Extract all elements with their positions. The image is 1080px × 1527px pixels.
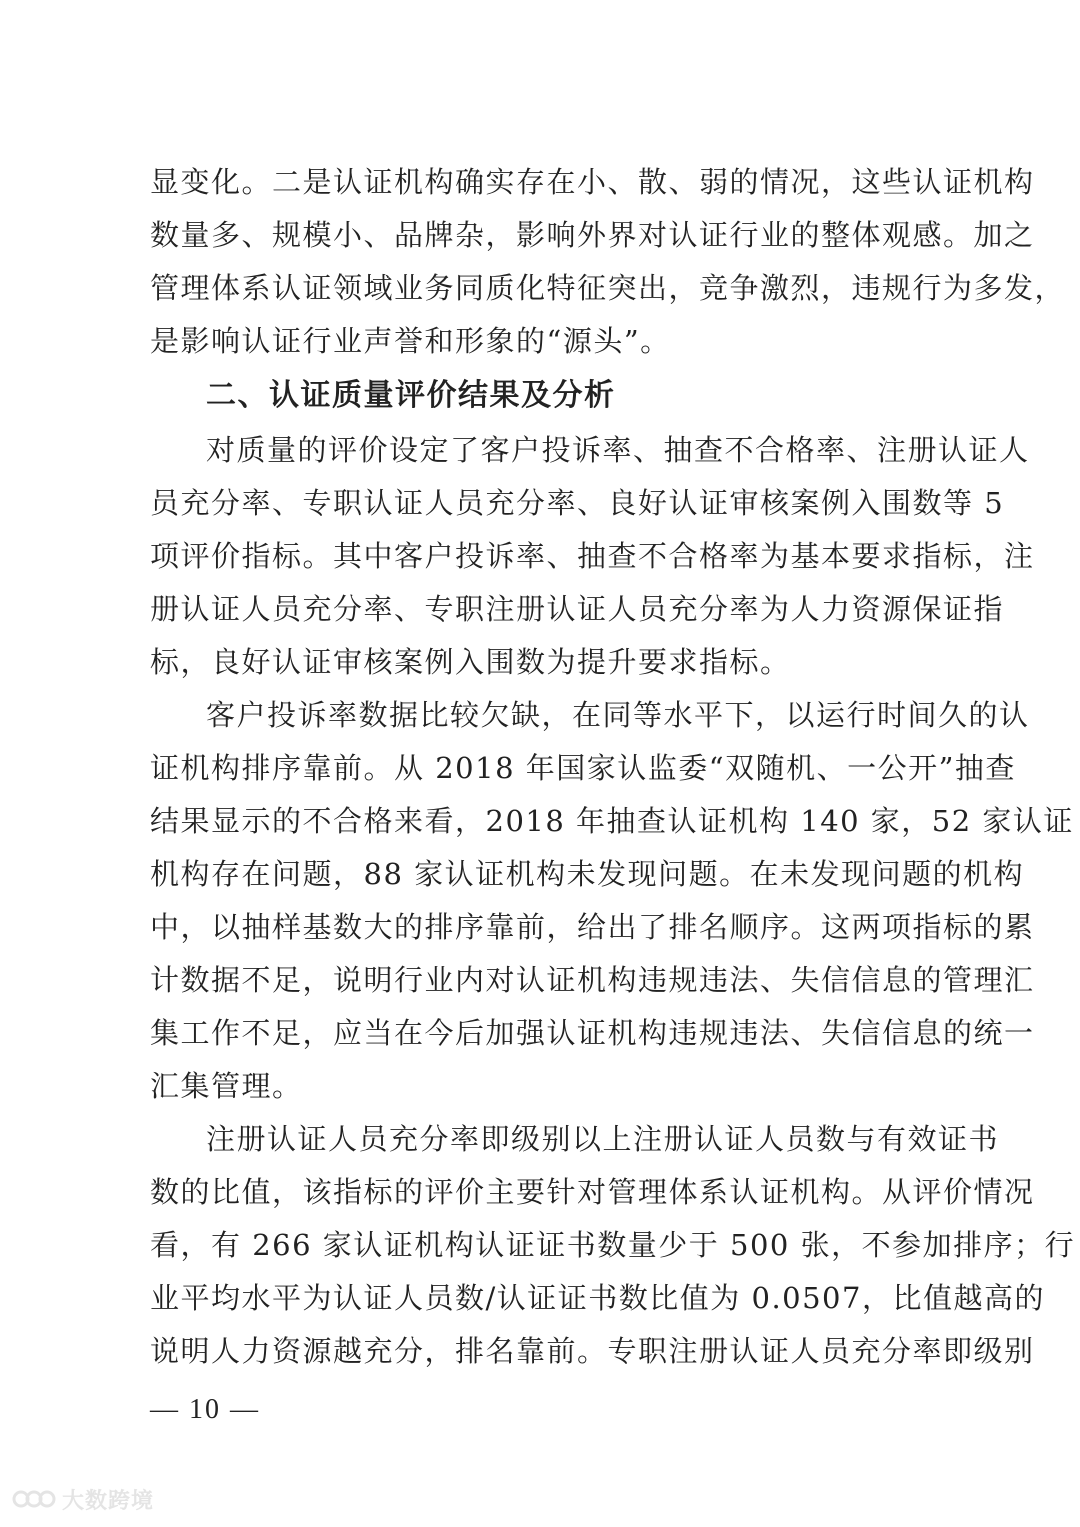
body-line-3: 管理体系认证领域业务同质化特征突出，竞争激烈，违规行为多发， [150,271,1066,305]
body-line-11: 客户投诉率数据比较欠缺，在同等水平下，以运行时间久的认 [206,698,1030,732]
body-line-20: 数的比值，该指标的评价主要针对管理体系认证机构。从评价情况 [150,1175,1035,1209]
body-line-10: 标，良好认证审核案例入围数为提升要求指标。 [150,645,791,679]
watermark [12,1482,154,1516]
body-line-18: 汇集管理。 [150,1069,303,1103]
body-line-4: 是影响认证行业声誉和形象的“源头”。 [150,324,671,358]
body-line-7: 员充分率、专职认证人员充分率、良好认证审核案例入围数等 5 [150,486,1005,520]
body-line-23: 说明人力资源越充分，排名靠前。专职注册认证人员充分率即级别 [150,1334,1035,1368]
body-line-2: 数量多、规模小、品牌杂，影响外界对认证行业的整体观感。加之 [150,218,1035,252]
watermark-logo-icon [12,1486,56,1512]
body-line-22: 业平均水平为认证人员数/认证证书数比值为 0.0507，比值越高的 [150,1281,1045,1315]
body-line-21: 看，有 266 家认证机构认证证书数量少于 500 张，不参加排序；行 [150,1228,1076,1262]
body-line-17: 集工作不足，应当在今后加强认证机构违规违法、失信信息的统一 [150,1016,1035,1050]
body-line-12: 证机构排序靠前。从 2018 年国家认监委“双随机、一公开”抽查 [150,751,1016,785]
watermark-text: 大数跨境 [62,1488,155,1514]
body-line-6: 对质量的评价设定了客户投诉率、抽查不合格率、注册认证人 [206,433,1030,467]
page-number: — 10 — [150,1394,260,1425]
section-heading: 二、认证质量评价结果及分析 [206,378,616,413]
body-line-9: 册认证人员充分率、专职注册认证人员充分率为人力资源保证指 [150,592,1005,626]
body-line-16: 计数据不足，说明行业内对认证机构违规违法、失信信息的管理汇 [150,963,1035,997]
body-line-19: 注册认证人员充分率即级别以上注册认证人员数与有效证书 [206,1122,1000,1156]
body-line-13: 结果显示的不合格来看，2018 年抽查认证机构 140 家，52 家认证 [150,804,1074,838]
body-line-1: 显变化。二是认证机构确实存在小、散、弱的情况，这些认证机构 [150,165,1035,199]
body-line-8: 项评价指标。其中客户投诉率、抽查不合格率为基本要求指标，注 [150,539,1035,573]
body-line-14: 机构存在问题，88 家认证机构未发现问题。在未发现问题的机构 [150,857,1025,891]
body-line-15: 中，以抽样基数大的排序靠前，给出了排名顺序。这两项指标的累 [150,910,1035,944]
